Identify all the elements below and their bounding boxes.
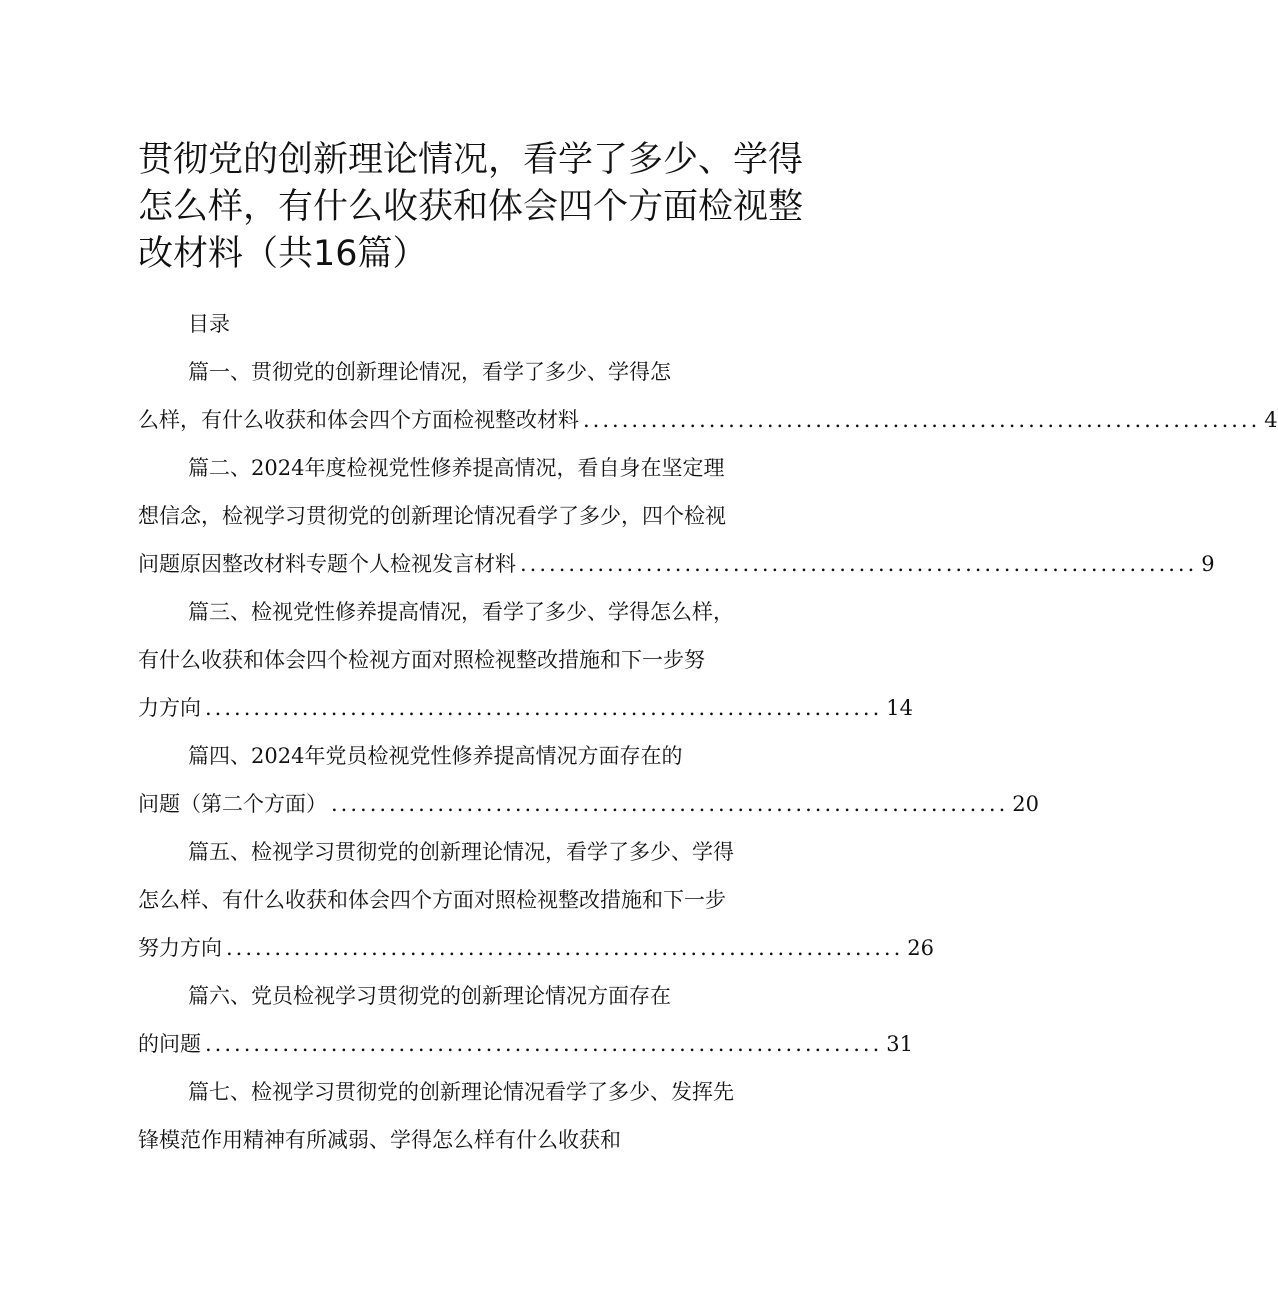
toc-page-number: 14 bbox=[886, 696, 914, 720]
title-line: 改材料（共16篇） bbox=[138, 234, 428, 274]
toc-leader-dots: ...................................................................... bbox=[583, 408, 1261, 432]
toc-entry-5-last[interactable] bbox=[138, 932, 935, 964]
toc-leader-dots: ...................................................................... bbox=[205, 696, 883, 720]
toc-entry-4-line[interactable]: 篇四、2024年党员检视党性修养提高情况方面存在的 bbox=[188, 744, 683, 768]
toc-entry-6-line[interactable]: 篇六、党员检视学习贯彻党的创新理论情况方面存在 bbox=[188, 984, 671, 1008]
toc-entry-7-line[interactable]: 篇七、检视学习贯彻党的创新理论情况看学了多少、发挥先 bbox=[188, 1080, 734, 1104]
toc-entry-3-last[interactable] bbox=[138, 692, 914, 724]
toc-page-number: 26 bbox=[907, 936, 935, 960]
toc-entry-3-line[interactable]: 篇三、检视党性修养提高情况，看学了多少、学得怎么样， bbox=[188, 600, 734, 624]
toc-entry-6-last[interactable] bbox=[138, 1028, 914, 1060]
toc-leader-dots: ...................................................................... bbox=[205, 1032, 883, 1056]
toc-entry-5-line[interactable]: 怎么样、有什么收获和体会四个方面对照检视整改措施和下一步 bbox=[138, 888, 726, 912]
toc-entry-5-line[interactable]: 篇五、检视学习贯彻党的创新理论情况，看学了多少、学得 bbox=[188, 840, 734, 864]
document-title bbox=[138, 137, 804, 278]
toc-entry-text: 力方向 bbox=[138, 696, 201, 720]
toc-entry-2-line[interactable]: 篇二、2024年度检视党性修养提高情况，看自身在坚定理 bbox=[188, 456, 725, 480]
toc-entry-2-last[interactable] bbox=[138, 548, 1215, 580]
toc-page-number: 20 bbox=[1012, 792, 1040, 816]
toc-page-number: 31 bbox=[886, 1032, 914, 1056]
toc-entry-7-line[interactable]: 锋模范作用精神有所减弱、学得怎么样有什么收获和 bbox=[138, 1128, 621, 1152]
toc-entry-text: 么样，有什么收获和体会四个方面检视整改材料 bbox=[138, 408, 579, 432]
toc-entry-1-last[interactable] bbox=[138, 404, 1278, 436]
toc-entry-2-line[interactable]: 想信念，检视学习贯彻党的创新理论情况看学了多少，四个检视 bbox=[138, 504, 726, 528]
title-line: 贯彻党的创新理论情况，看学了多少、学得 bbox=[138, 140, 804, 180]
title-line: 怎么样，有什么收获和体会四个方面检视整 bbox=[138, 187, 804, 227]
toc-entry-text: 问题原因整改材料专题个人检视发言材料 bbox=[138, 552, 516, 576]
toc-leader-dots: ...................................................................... bbox=[226, 936, 904, 960]
toc-page-number: 9 bbox=[1201, 552, 1215, 576]
toc-entry-text: 的问题 bbox=[138, 1032, 201, 1056]
toc-entry-text: 问题（第二个方面） bbox=[138, 792, 327, 816]
toc-entry-text: 努力方向 bbox=[138, 936, 222, 960]
toc-entry-1-line[interactable]: 篇一、贯彻党的创新理论情况，看学了多少、学得怎 bbox=[188, 360, 671, 384]
toc-entry-3-line[interactable]: 有什么收获和体会四个检视方面对照检视整改措施和下一步努 bbox=[138, 648, 705, 672]
toc-page-number: 4 bbox=[1264, 408, 1278, 432]
toc-leader-dots: ...................................................................... bbox=[331, 792, 1009, 816]
toc-heading: 目录 bbox=[188, 312, 230, 336]
toc-entry-4-last[interactable] bbox=[138, 788, 1040, 820]
toc-leader-dots: ...................................................................... bbox=[520, 552, 1198, 576]
